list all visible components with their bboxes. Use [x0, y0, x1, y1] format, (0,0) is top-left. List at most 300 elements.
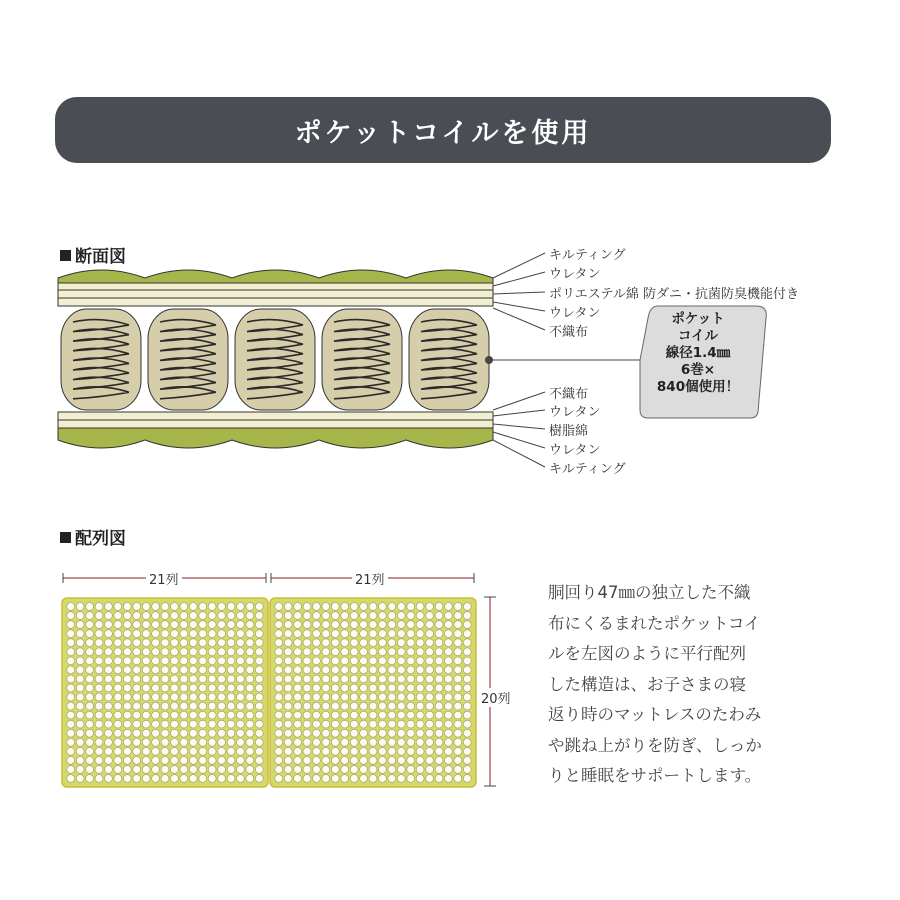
- coil-dot: [313, 702, 321, 710]
- coil-dot: [397, 702, 405, 710]
- coil-dot: [284, 729, 292, 737]
- coil-dot: [435, 657, 443, 665]
- coil-dot: [435, 621, 443, 629]
- description-line: 返り時のマットレスのたわみ: [548, 705, 762, 724]
- coil-dot: [218, 639, 226, 647]
- coil-dot: [350, 702, 358, 710]
- coil-dot: [397, 621, 405, 629]
- coil-dot: [255, 639, 263, 647]
- coil-dot: [152, 766, 160, 774]
- coil-dot: [114, 603, 122, 611]
- coil-dot: [161, 657, 169, 665]
- coil-dot: [416, 612, 424, 620]
- coil-dot: [199, 729, 207, 737]
- coil-dot: [303, 693, 311, 701]
- coil-dot: [142, 702, 150, 710]
- coil-dot: [218, 630, 226, 638]
- layer-label-bottom-quilting: キルティング: [549, 462, 626, 477]
- coil-dot: [133, 630, 141, 638]
- coil-dot: [208, 720, 216, 728]
- coil-dot: [416, 675, 424, 683]
- coil-dot: [123, 657, 131, 665]
- coil-dot: [341, 729, 349, 737]
- coil-dot: [67, 684, 75, 692]
- coil-dot: [171, 738, 179, 746]
- coil-dot: [369, 621, 377, 629]
- coil-dot: [86, 711, 94, 719]
- coil-dot: [463, 639, 471, 647]
- coil-dot: [397, 756, 405, 764]
- coil-dot: [275, 720, 283, 728]
- coil-dot: [133, 738, 141, 746]
- coil-dot: [313, 603, 321, 611]
- coil-dot: [397, 630, 405, 638]
- coil-dot: [341, 720, 349, 728]
- coil-dot: [407, 747, 415, 755]
- coil-dot: [114, 612, 122, 620]
- coil-dot: [407, 666, 415, 674]
- coil-dot: [445, 693, 453, 701]
- coil-dot: [95, 657, 103, 665]
- coil-dot: [275, 738, 283, 746]
- coil-dot: [275, 756, 283, 764]
- coil-dot: [199, 738, 207, 746]
- coil-dot: [180, 720, 188, 728]
- coil-dot: [416, 738, 424, 746]
- coil-dot: [463, 756, 471, 764]
- coil-dot: [152, 666, 160, 674]
- coil-dot: [161, 621, 169, 629]
- coil-dot: [350, 738, 358, 746]
- coil-dot: [369, 775, 377, 783]
- coil-dot: [426, 766, 434, 774]
- coil-dot: [445, 738, 453, 746]
- coil-dot: [322, 720, 330, 728]
- coil-dot: [227, 603, 235, 611]
- coil-dot: [463, 621, 471, 629]
- coil-dot: [303, 729, 311, 737]
- coil-dot: [95, 612, 103, 620]
- coil-dot: [189, 711, 197, 719]
- coil-dot: [105, 729, 113, 737]
- description-text: [548, 578, 818, 792]
- coil-callout-line: コイル: [677, 328, 719, 344]
- coil-dot: [407, 720, 415, 728]
- coil-dot: [454, 702, 462, 710]
- coil-dot: [218, 738, 226, 746]
- coil-dot: [331, 702, 339, 710]
- pocket-coil: [322, 309, 402, 410]
- coil-dot: [246, 711, 254, 719]
- coil-dot: [114, 630, 122, 638]
- coil-dot: [331, 675, 339, 683]
- layer-label-bottom-nonwoven: 不織布: [549, 387, 589, 402]
- coil-dot: [123, 756, 131, 764]
- coil-dot: [237, 621, 245, 629]
- coil-dot: [123, 693, 131, 701]
- coil-dot: [255, 657, 263, 665]
- coil-dot: [360, 747, 368, 755]
- coil-dot: [180, 693, 188, 701]
- coil-dot: [445, 775, 453, 783]
- coil-dot: [426, 756, 434, 764]
- coil-dot: [180, 729, 188, 737]
- coil-dot: [67, 693, 75, 701]
- coil-dot: [237, 766, 245, 774]
- coil-dot: [227, 684, 235, 692]
- coil-dot: [313, 657, 321, 665]
- coil-dot: [463, 666, 471, 674]
- coil-dot: [379, 756, 387, 764]
- description-line: や跳ね上がりを防ぎ、しっか: [548, 735, 762, 755]
- coil-dot: [255, 766, 263, 774]
- coil-dot: [199, 756, 207, 764]
- description-line: 胴回り47㎜の独立した不織: [548, 583, 751, 602]
- coil-dot: [397, 666, 405, 674]
- coil-dot: [407, 775, 415, 783]
- leader-line: [493, 440, 545, 467]
- layer-label-top-urethane-2: ウレタン: [549, 306, 601, 321]
- coil-callout-line: 6巻×: [680, 362, 716, 378]
- coil-dot: [142, 711, 150, 719]
- coil-dot: [379, 612, 387, 620]
- coil-dot: [114, 693, 122, 701]
- coil-dot: [255, 702, 263, 710]
- coil-dot: [218, 684, 226, 692]
- coil-dot: [199, 702, 207, 710]
- coil-dot: [350, 639, 358, 647]
- coil-dot: [350, 720, 358, 728]
- coil-dot: [369, 684, 377, 692]
- coil-dot: [388, 603, 396, 611]
- coil-dot: [284, 766, 292, 774]
- coil-dot: [123, 720, 131, 728]
- coil-dot: [199, 766, 207, 774]
- coil-dot: [189, 756, 197, 764]
- coil-dot: [237, 756, 245, 764]
- coil-dot: [218, 775, 226, 783]
- coil-dot: [189, 738, 197, 746]
- coil-dot: [76, 738, 84, 746]
- coil-dot: [255, 775, 263, 783]
- coil-dot: [322, 603, 330, 611]
- coil-dot: [76, 675, 84, 683]
- coil-dot: [435, 738, 443, 746]
- coil-dot: [379, 702, 387, 710]
- coil-dot: [445, 747, 453, 755]
- coil-dot: [76, 639, 84, 647]
- coil-dot: [161, 756, 169, 764]
- coil-dot: [199, 639, 207, 647]
- coil-dot: [105, 657, 113, 665]
- coil-dot: [142, 639, 150, 647]
- coil-dot: [407, 711, 415, 719]
- coil-dot: [426, 612, 434, 620]
- coil-dot: [303, 711, 311, 719]
- coil-dot: [246, 729, 254, 737]
- coil-dot: [246, 603, 254, 611]
- coil-dot: [454, 756, 462, 764]
- coil-dot: [294, 747, 302, 755]
- coil-dot: [454, 747, 462, 755]
- coil-dot: [407, 639, 415, 647]
- coil-dot: [199, 648, 207, 656]
- coil-dot: [284, 738, 292, 746]
- coil-dot: [133, 702, 141, 710]
- coil-dot: [388, 766, 396, 774]
- coil-dot: [152, 630, 160, 638]
- coil-dot: [180, 621, 188, 629]
- coil-dot: [227, 747, 235, 755]
- coil-dot: [350, 756, 358, 764]
- coil-dot: [123, 666, 131, 674]
- coil-dot: [171, 766, 179, 774]
- leader-line: [493, 410, 545, 416]
- coil-dot: [360, 621, 368, 629]
- coil-dot: [142, 775, 150, 783]
- coil-dot: [142, 720, 150, 728]
- coil-dot: [416, 684, 424, 692]
- coil-dot: [246, 738, 254, 746]
- description-line: 布にくるまれたポケットコイ: [548, 613, 761, 633]
- coil-dot: [294, 711, 302, 719]
- coil-dot: [105, 711, 113, 719]
- coil-dot: [445, 621, 453, 629]
- coil-dot: [313, 612, 321, 620]
- coil-dot: [161, 747, 169, 755]
- coil-dot: [454, 648, 462, 656]
- coil-dot: [105, 738, 113, 746]
- coil-dot: [435, 639, 443, 647]
- coil-dot: [95, 738, 103, 746]
- coil-dot: [114, 766, 122, 774]
- coil-dot: [303, 630, 311, 638]
- coil-dot: [199, 612, 207, 620]
- coil-dot: [199, 657, 207, 665]
- coil-dot: [388, 693, 396, 701]
- coil-dot: [284, 675, 292, 683]
- coil-dot: [341, 756, 349, 764]
- coil-dot: [123, 675, 131, 683]
- coil-dot: [360, 702, 368, 710]
- coil-dot: [208, 603, 216, 611]
- coil-dot: [86, 648, 94, 656]
- coil-dot: [454, 639, 462, 647]
- coil-dot: [379, 639, 387, 647]
- coil-dot: [322, 666, 330, 674]
- coil-dot: [189, 675, 197, 683]
- coil-dot: [171, 603, 179, 611]
- coil-dot: [454, 684, 462, 692]
- coil-dot: [86, 693, 94, 701]
- coil-dot: [275, 621, 283, 629]
- coil-dot: [105, 775, 113, 783]
- coil-dot: [294, 775, 302, 783]
- coil-dot: [294, 675, 302, 683]
- coil-dot: [227, 720, 235, 728]
- coil-dot: [360, 639, 368, 647]
- coil-dot: [133, 675, 141, 683]
- coil-dot: [379, 720, 387, 728]
- coil-dot: [350, 648, 358, 656]
- coil-dot: [208, 711, 216, 719]
- coil-dot: [133, 684, 141, 692]
- coil-dot: [350, 666, 358, 674]
- coil-dot: [407, 603, 415, 611]
- coil-dot: [360, 775, 368, 783]
- coil-dot: [416, 766, 424, 774]
- coil-dot: [379, 775, 387, 783]
- coil-dot: [161, 711, 169, 719]
- coil-dot: [284, 711, 292, 719]
- coil-dot: [435, 675, 443, 683]
- coil-dot: [152, 693, 160, 701]
- coil-dot: [397, 738, 405, 746]
- coil-dot: [388, 729, 396, 737]
- coil-dot: [331, 630, 339, 638]
- coil-dot: [388, 657, 396, 665]
- coil-dot: [341, 738, 349, 746]
- coil-dot: [227, 630, 235, 638]
- coil-dot: [133, 711, 141, 719]
- coil-dot: [379, 738, 387, 746]
- coil-dot: [95, 720, 103, 728]
- coil-dot: [227, 766, 235, 774]
- coil-dot: [255, 756, 263, 764]
- coil-dot: [246, 775, 254, 783]
- coil-dot: [445, 720, 453, 728]
- coil-dot: [123, 747, 131, 755]
- coil-dot: [161, 702, 169, 710]
- coil-dot: [86, 720, 94, 728]
- coil-dot: [67, 648, 75, 656]
- coil-dot: [341, 747, 349, 755]
- coil-dot: [227, 775, 235, 783]
- coil-dot: [255, 693, 263, 701]
- coil-dot: [86, 657, 94, 665]
- coil-dot: [388, 612, 396, 620]
- coil-dot: [133, 612, 141, 620]
- coil-dot: [227, 639, 235, 647]
- coil-dot: [445, 675, 453, 683]
- coil-dot: [313, 684, 321, 692]
- coil-dot: [284, 630, 292, 638]
- coil-dot: [86, 612, 94, 620]
- coil-dot: [255, 630, 263, 638]
- coil-dot: [114, 729, 122, 737]
- coil-dot: [313, 738, 321, 746]
- coil-dot: [208, 648, 216, 656]
- coil-dot: [313, 630, 321, 638]
- leader-line: [493, 432, 545, 448]
- coil-dot: [246, 756, 254, 764]
- coil-dot: [350, 766, 358, 774]
- coil-dot: [76, 657, 84, 665]
- coil-dot: [133, 639, 141, 647]
- coil-dot: [407, 766, 415, 774]
- leader-line: [493, 424, 545, 429]
- coil-dot: [284, 657, 292, 665]
- coil-dot: [341, 675, 349, 683]
- coil-dot: [255, 684, 263, 692]
- coil-dot: [86, 766, 94, 774]
- coil-dot: [152, 711, 160, 719]
- coil-dot: [67, 775, 75, 783]
- coil-dot: [313, 747, 321, 755]
- coil-dot: [331, 775, 339, 783]
- coil-dot: [237, 657, 245, 665]
- coil-dot: [322, 766, 330, 774]
- coil-dot: [388, 711, 396, 719]
- coil-dot: [199, 775, 207, 783]
- coil-dot: [435, 720, 443, 728]
- coil-dot: [227, 612, 235, 620]
- coil-dot: [237, 603, 245, 611]
- coil-dot: [303, 738, 311, 746]
- coil-dot: [246, 648, 254, 656]
- coil-dot: [369, 747, 377, 755]
- coil-dot: [114, 711, 122, 719]
- rows-label: 20列: [478, 688, 514, 707]
- coil-dot: [123, 729, 131, 737]
- coil-dot: [445, 639, 453, 647]
- coil-dot: [426, 603, 434, 611]
- coil-dot: [123, 711, 131, 719]
- coil-dot: [105, 747, 113, 755]
- coil-dot: [463, 657, 471, 665]
- coil-dot: [322, 756, 330, 764]
- coil-dot: [255, 603, 263, 611]
- coil-dot: [275, 693, 283, 701]
- coil-dot: [284, 648, 292, 656]
- coil-dot: [180, 666, 188, 674]
- coil-dot: [463, 603, 471, 611]
- coil-dot: [379, 684, 387, 692]
- coil-dot: [388, 775, 396, 783]
- coil-dot: [369, 766, 377, 774]
- coil-dot: [114, 738, 122, 746]
- description-line: した構造は、お子さまの寝: [548, 674, 746, 694]
- coil-dot: [313, 648, 321, 656]
- coil-dot: [341, 766, 349, 774]
- coil-dot: [322, 738, 330, 746]
- coil-dot: [76, 747, 84, 755]
- coil-dot: [397, 648, 405, 656]
- coil-dot: [435, 766, 443, 774]
- coil-dot: [76, 621, 84, 629]
- coil-dot: [123, 775, 131, 783]
- bottom-urethane-layer: [58, 412, 493, 420]
- coil-dot: [199, 666, 207, 674]
- coil-dot: [95, 603, 103, 611]
- coil-dot: [255, 729, 263, 737]
- coil-dot: [313, 711, 321, 719]
- coil-dot: [331, 738, 339, 746]
- coil-dot: [171, 630, 179, 638]
- banner-title: ポケットコイルを使用: [294, 117, 592, 149]
- coil-dot: [133, 693, 141, 701]
- leader-line: [493, 308, 545, 330]
- coil-dot: [463, 720, 471, 728]
- coil-dot: [303, 639, 311, 647]
- coil-dot: [350, 684, 358, 692]
- coil-dot: [189, 657, 197, 665]
- left-columns-label: 21列: [146, 569, 182, 588]
- coil-dot: [435, 612, 443, 620]
- coil-dot: [76, 648, 84, 656]
- coil-dot: [463, 775, 471, 783]
- coil-dot: [463, 684, 471, 692]
